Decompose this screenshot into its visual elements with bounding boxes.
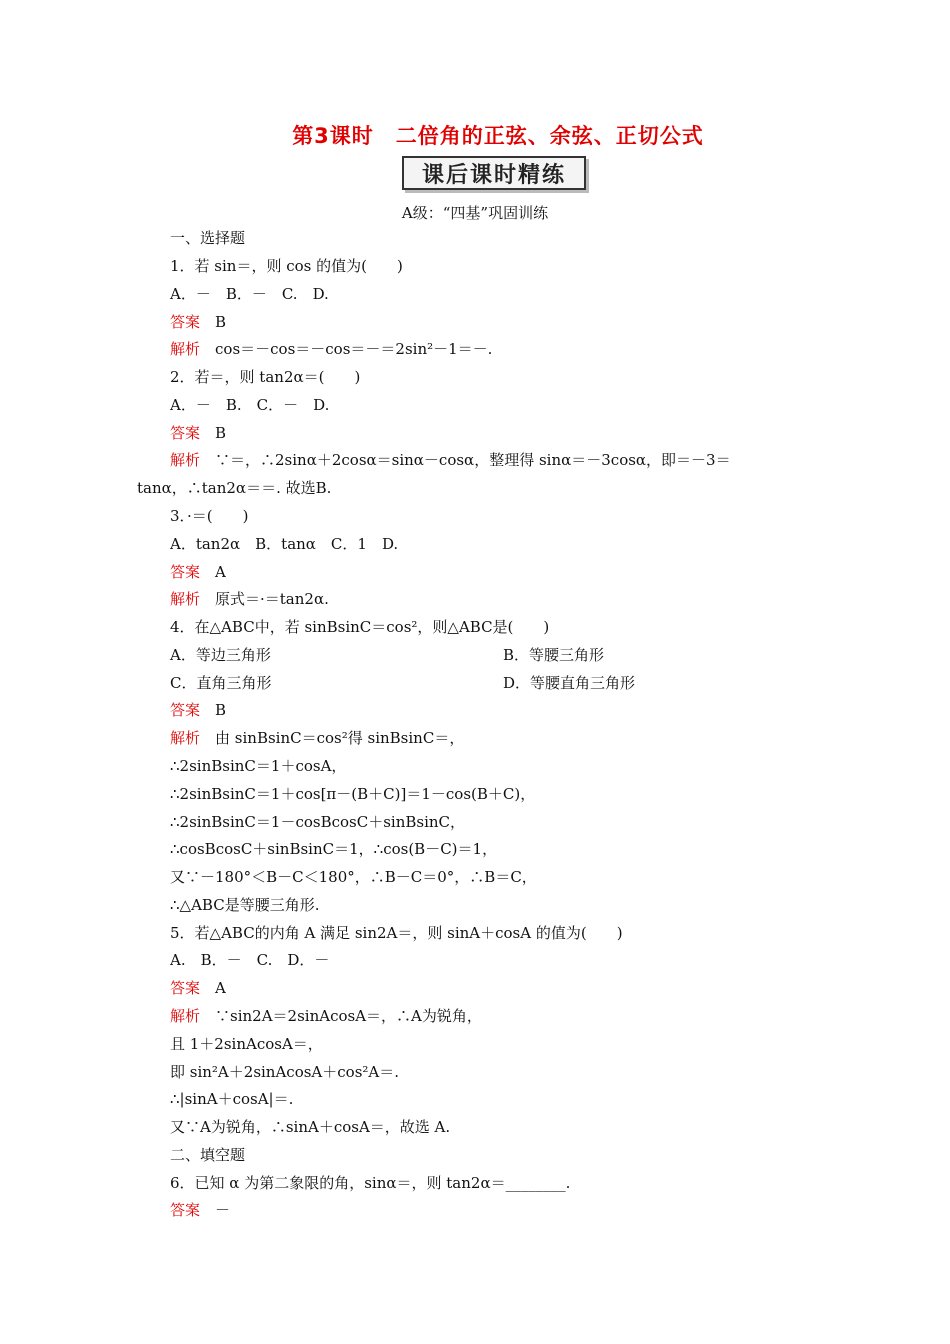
text-line [170, 1200, 230, 1220]
text-line [170, 978, 226, 998]
line-text: 二、填空题 [170, 1146, 246, 1164]
text-line [170, 1145, 245, 1165]
text-line [170, 1006, 482, 1026]
line-text: ∴2sinBsinC＝1－cosBcosC＋sinBsinC， [170, 813, 466, 831]
line-text: 一、选择题 [170, 229, 246, 247]
line-text: 即 sin²A＋2sinAcosA＋cos²A＝. [170, 1063, 400, 1081]
answer-label: 答案 [170, 979, 201, 997]
analysis-label: 解析 [170, 1007, 201, 1025]
text-line [170, 867, 537, 887]
answer-label: 答案 [170, 313, 201, 331]
text-line [170, 1034, 323, 1054]
line-text: ∵＝，∴2sinα＋2cosα＝sinα－cosα，整理得 sinα＝－3cosα，即＝－3＝ [200, 451, 731, 469]
analysis-label: 解析 [170, 729, 201, 747]
page-title: 第3课时 二倍角的正弦、余弦、正切公式 [292, 124, 704, 148]
text-line [170, 506, 249, 526]
line-text: A [200, 563, 226, 581]
text-line [170, 339, 492, 359]
text-line [170, 756, 346, 776]
line-text: C．直角三角形 [170, 674, 272, 692]
text-line [170, 256, 403, 276]
line-text: A．tan2α B．tanα C．1 D. [170, 535, 399, 553]
line-text: 6．已知 α 为第二象限的角，sinα＝，则 tan2α＝________. [170, 1174, 571, 1192]
text-line [170, 1117, 450, 1137]
line-text: A．－ B．－ C. D. [170, 285, 329, 303]
text-line [170, 617, 549, 637]
text-line [170, 728, 464, 748]
text-line [170, 562, 226, 582]
line-text: ∴2sinBsinC＝1＋cos[π－(B＋C)]＝1－cos(B＋C)， [170, 785, 536, 803]
text-line [137, 478, 331, 498]
answer-label: 答案 [170, 701, 201, 719]
text-line [170, 895, 319, 915]
line-text: 3．·＝( ) [170, 507, 249, 525]
text-line [170, 950, 329, 970]
analysis-label: 解析 [170, 340, 201, 358]
text-line [170, 1062, 399, 1082]
text-line [170, 312, 226, 332]
line-text: 原式＝·＝tan2α. [200, 590, 329, 608]
text-line [170, 284, 329, 304]
text-line [170, 228, 245, 248]
line-text: 2．若＝，则 tan2α＝( ) [170, 368, 361, 386]
text-line [170, 812, 465, 832]
line-text: D．等腰直角三角形 [503, 674, 636, 692]
line-text: tanα，∴tan2α＝＝. 故选B. [137, 479, 332, 497]
answer-label: 答案 [170, 563, 201, 581]
text-line [170, 395, 329, 415]
line-text: A．－ B. C．－ D. [170, 396, 330, 414]
text-line [170, 923, 623, 943]
text-line [170, 589, 329, 609]
line-text: 1．若 sin＝，则 cos 的值为( ) [170, 257, 403, 275]
text-line [170, 700, 226, 720]
line-text: 又∵A为锐角，∴sinA＋cosA＝，故选 A. [170, 1118, 451, 1136]
line-text: A．等边三角形 [170, 646, 271, 664]
answer-label: 答案 [170, 424, 201, 442]
line-text: 4．在△ABC中，若 sinBsinC＝cos²，则△ABC是( ) [170, 618, 550, 636]
line-text: 又∵－180°＜B－C＜180°，∴B－C＝0°，∴B＝C， [170, 868, 537, 886]
text-line [170, 1089, 293, 1109]
line-text: ∴|sinA＋cosA|＝. [170, 1090, 294, 1108]
line-text: ∵sin2A＝2sinAcosA＝，∴A为锐角， [200, 1007, 482, 1025]
section-banner: 课后课时精练 [402, 156, 586, 190]
line-text: 5．若△ABC的内角 A 满足 sin2A＝，则 sinA＋cosA 的值为( ) [170, 924, 623, 942]
line-text: B．等腰三角形 [503, 646, 605, 664]
line-text: B [200, 701, 227, 719]
text-line [170, 450, 731, 470]
text-line [503, 645, 604, 665]
line-text: ∴cosBcosC＋sinBsinC＝1，∴cos(B－C)＝1， [170, 840, 498, 858]
line-text: ∴2sinBsinC＝1＋cosA， [170, 757, 347, 775]
line-text: ∴△ABC是等腰三角形. [170, 896, 320, 914]
text-line [170, 534, 398, 554]
text-line [170, 423, 226, 443]
line-text: 且 1＋2sinAcosA＝， [170, 1035, 323, 1053]
line-text: 由 sinBsinC＝cos²得 sinBsinC＝， [200, 729, 465, 747]
level-heading: A级：“四基”巩固训练 [401, 204, 549, 222]
line-text: A. B．－ C. D．－ [170, 951, 330, 969]
text-line [170, 784, 535, 804]
analysis-label: 解析 [170, 451, 201, 469]
text-line [170, 839, 497, 859]
line-text: cos＝－cos＝－cos＝－＝2sin²－1＝－. [200, 340, 493, 358]
line-text: B [200, 313, 227, 331]
text-line [170, 673, 271, 693]
text-line [170, 367, 360, 387]
line-text: B [200, 424, 227, 442]
analysis-label: 解析 [170, 590, 201, 608]
text-line [170, 1173, 570, 1193]
text-line [503, 673, 635, 693]
line-text: － [200, 1201, 231, 1219]
line-text: A [200, 979, 226, 997]
answer-label: 答案 [170, 1201, 201, 1219]
text-line [170, 645, 271, 665]
